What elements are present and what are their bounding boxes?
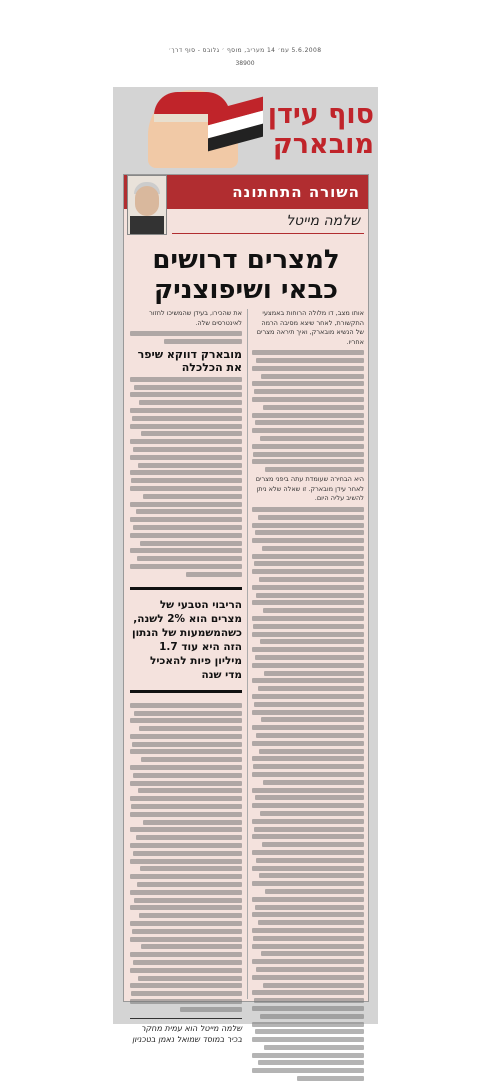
column-name: השורה התחתונה [232,183,360,201]
headline-line2: כבאי ושיפוצניק [153,275,339,305]
headline-line1: למצרים דרושים [152,245,340,275]
logo-title-line1: סוף עידן [267,99,374,130]
logo-title-line2: מובארק [272,129,374,160]
article-column-right [252,309,364,999]
right-col-intro: אותו מצב, דו מלולה הרוחות באמצעי התקשורת, לאחר שיצא מסיבה הרמה של הנשיא מובארק, ואיך תיראה מצרים אחריו. [256,309,364,346]
pull-quote [130,587,242,693]
article-column-left [130,309,242,1044]
author-bio: שלמה מייטל הוא עמית מחקר בכיר במוסד שמואל נאמן בטכניון [130,1018,242,1045]
logo-title [264,100,374,160]
logo [148,90,378,168]
headline [124,245,368,305]
source-line: 5.6.2008 עמ׳ 14 מעריב, מוסף ׳ גלובס - סוף דרך׳ [168,47,322,54]
author-photo [127,175,167,235]
source-line-code: 38900 [235,60,255,67]
pull-quote-text: הריבוי הטבעי של מצרים הוא 2% לשנה, כשהמשמעות של הנתון הזה היא עוד 1.7 מיליון פיות להאכיל מדי שנה [131,598,242,681]
right-col-paragraph: היא הבחירה שעומדת עתה ביפני מצרים לאחר עידן מובארק. זו שאלה שלא ניתן להשיב עליה היום. [255,475,364,503]
article-subhead: מובארק דווקא שיפר את הכלכלה [137,347,242,374]
article [123,174,369,1044]
column-divider [247,309,248,999]
left-col-intro: את שהכירו, בעידן שהמשיכו לחזור לאינטרסים שלה. [149,309,242,327]
author-row [172,211,364,234]
author-name: שלמה מייטל [286,213,360,229]
